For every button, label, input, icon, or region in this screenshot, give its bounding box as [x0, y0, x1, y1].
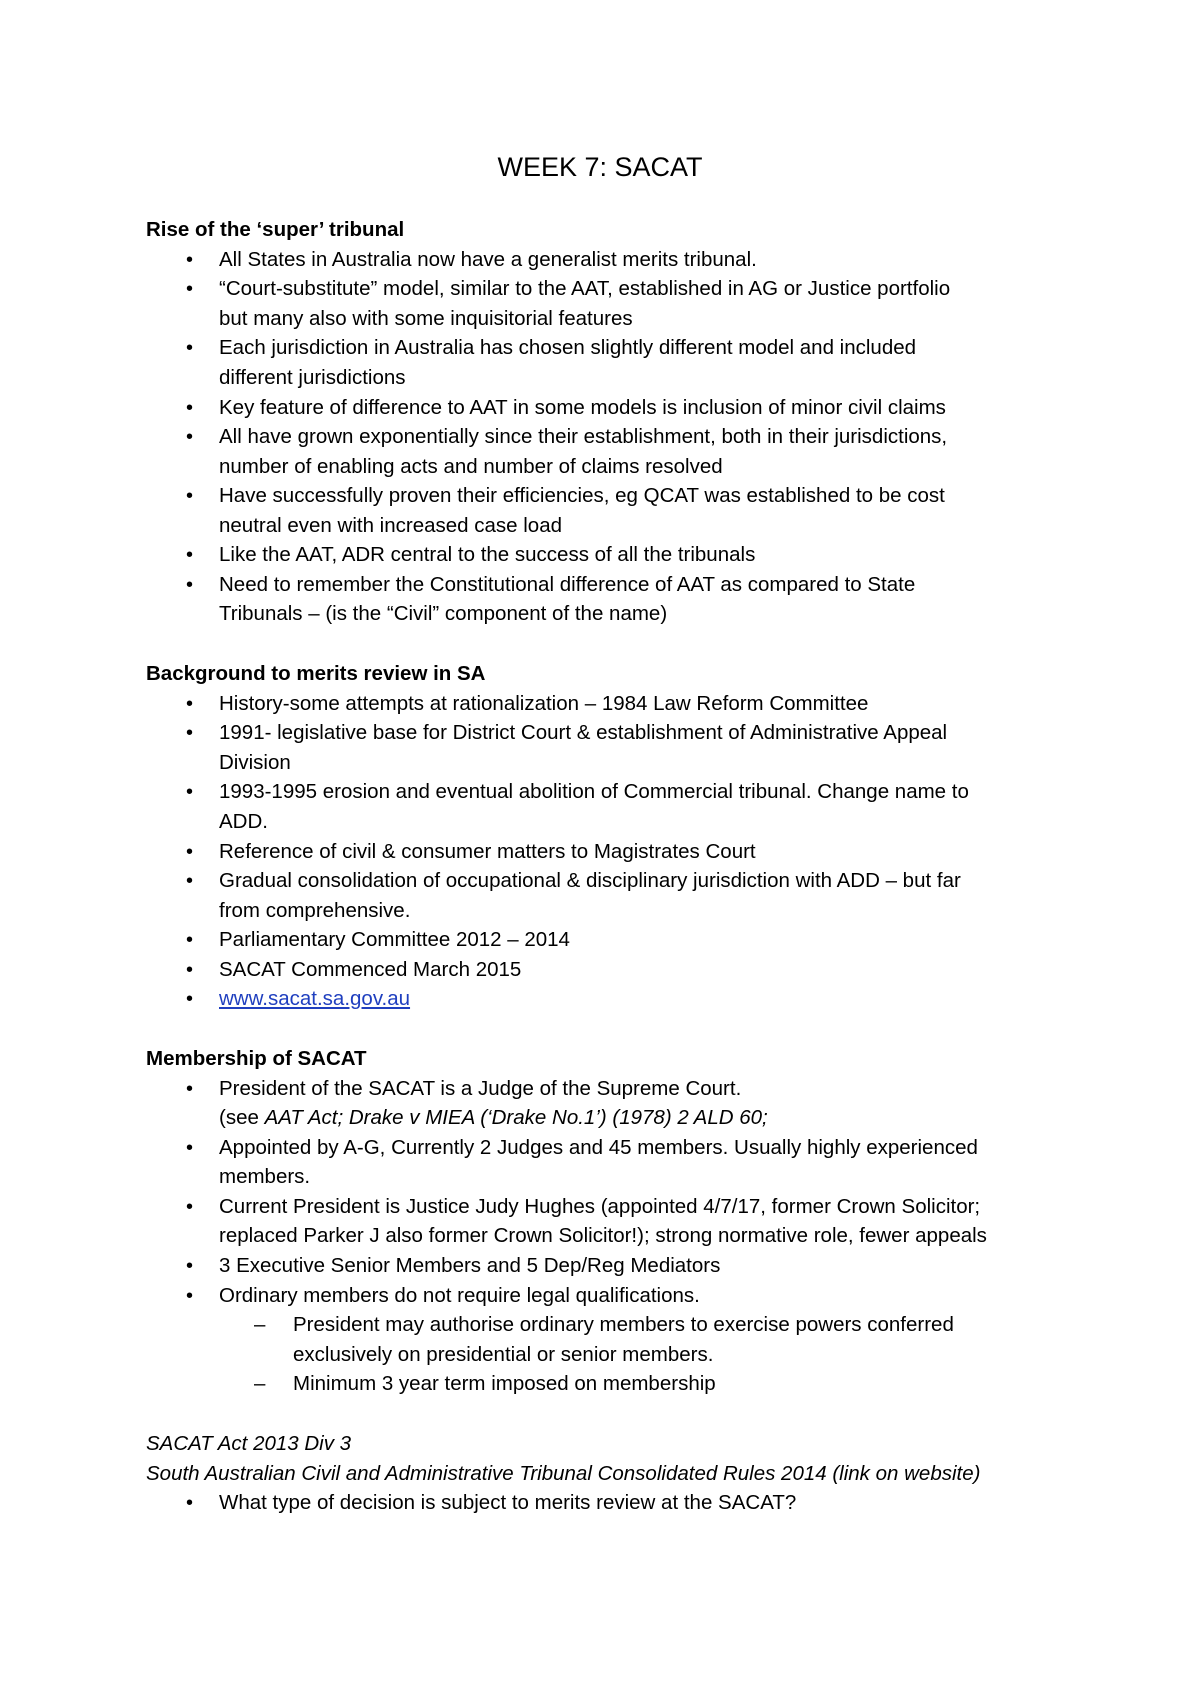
list-item-continuation: neutral even with increased case load	[219, 514, 563, 537]
bullet-icon: •	[186, 988, 194, 1010]
list-item: “Court-substitute” model, similar to the AAT, established in AG or Justice portfolio	[219, 277, 951, 300]
list-item: Each jurisdiction in Australia has chosen slightly different model and included	[219, 336, 917, 359]
bullet-icon: •	[186, 574, 194, 596]
sub-list-item: Minimum 3 year term imposed on membership	[293, 1372, 716, 1395]
bullet-icon: •	[186, 781, 194, 803]
list-item-continuation: different jurisdictions	[219, 366, 406, 389]
bullet-icon: •	[186, 722, 194, 744]
sacat-website-link[interactable]: www.sacat.sa.gov.au	[219, 987, 411, 1010]
list-item: All States in Australia now have a generalist merits tribunal.	[219, 248, 757, 271]
list-item-continuation: ADD.	[219, 810, 268, 833]
bullet-icon: •	[186, 278, 194, 300]
section-heading-background: Background to merits review in SA	[146, 662, 486, 685]
bullet-icon: •	[186, 1492, 194, 1514]
bullet-icon: •	[186, 249, 194, 271]
list-item: Current President is Justice Judy Hughes (appointed 4/7/17, former Crown Solicitor;	[219, 1195, 981, 1218]
list-item: What type of decision is subject to merits review at the SACAT?	[219, 1491, 797, 1514]
bullet-icon: •	[186, 397, 194, 419]
dash-bullet-icon: –	[254, 1372, 266, 1395]
sub-list-item: President may authorise ordinary members to exercise powers conferred	[293, 1313, 954, 1336]
bullet-icon: •	[186, 337, 194, 359]
bullet-icon: •	[186, 1137, 194, 1159]
list-item: Reference of civil & consumer matters to Magistrates Court	[219, 840, 756, 863]
list-item: Like the AAT, ADR central to the success of all the tribunals	[219, 543, 756, 566]
bullet-icon: •	[186, 870, 194, 892]
reference-act: SACAT Act 2013 Div 3	[146, 1432, 352, 1455]
bullet-icon: •	[186, 1196, 194, 1218]
bullet-icon: •	[186, 929, 194, 951]
sub-list-item-continuation: exclusively on presidential or senior members.	[293, 1343, 714, 1366]
citation-prefix: (see	[219, 1106, 265, 1129]
bullet-icon: •	[186, 1255, 194, 1277]
list-item: President of the SACAT is a Judge of the Supreme Court.	[219, 1077, 742, 1100]
list-item-continuation: number of enabling acts and number of claims resolved	[219, 455, 723, 478]
list-item: SACAT Commenced March 2015	[219, 958, 522, 981]
list-item-continuation	[219, 1104, 768, 1132]
list-item: History-some attempts at rationalization – 1984 Law Reform Committee	[219, 692, 869, 715]
section-heading-membership: Membership of SACAT	[146, 1047, 367, 1070]
list-item: Have successfully proven their efficiencies, eg QCAT was established to be cost	[219, 484, 945, 507]
list-item-continuation: Tribunals – (is the “Civil” component of the name)	[219, 602, 668, 625]
list-item-continuation: members.	[219, 1165, 311, 1188]
bullet-icon: •	[186, 841, 194, 863]
list-item: Need to remember the Constitutional difference of AAT as compared to State	[219, 573, 916, 596]
bullet-icon: •	[186, 1285, 194, 1307]
list-item: Appointed by A-G, Currently 2 Judges and 45 members. Usually highly experienced	[219, 1136, 978, 1159]
bullet-icon: •	[186, 544, 194, 566]
list-item: 3 Executive Senior Members and 5 Dep/Reg Mediators	[219, 1254, 721, 1277]
list-item: 1991- legislative base for District Court & establishment of Administrative Appeal	[219, 721, 948, 744]
list-item: All have grown exponentially since their establishment, both in their jurisdictions,	[219, 425, 948, 448]
list-item: Key feature of difference to AAT in some models is inclusion of minor civil claims	[219, 396, 946, 419]
list-item-continuation: Division	[219, 751, 291, 774]
list-item-continuation: replaced Parker J also former Crown Solicitor!); strong normative role, fewer appeals	[219, 1224, 987, 1247]
reference-rules: South Australian Civil and Administrative Tribunal Consolidated Rules 2014 (link on website)	[146, 1462, 981, 1485]
list-item: 1993-1995 erosion and eventual abolition of Commercial tribunal. Change name to	[219, 780, 969, 803]
page-title: WEEK 7: SACAT	[497, 152, 703, 182]
section-heading-rise: Rise of the ‘super’ tribunal	[146, 218, 405, 241]
list-item-continuation: from comprehensive.	[219, 899, 411, 922]
list-item: Ordinary members do not require legal qualifications.	[219, 1284, 700, 1307]
citation: AAT Act; Drake v MIEA (‘Drake No.1’) (1978) 2 ALD 60;	[264, 1106, 768, 1129]
list-item: Gradual consolidation of occupational & disciplinary jurisdiction with ADD – but far	[219, 869, 961, 892]
list-item-continuation: but many also with some inquisitorial features	[219, 307, 633, 330]
bullet-icon: •	[186, 959, 194, 981]
list-item: Parliamentary Committee 2012 – 2014	[219, 928, 570, 951]
dash-bullet-icon: –	[254, 1313, 266, 1336]
bullet-icon: •	[186, 485, 194, 507]
bullet-icon: •	[186, 693, 194, 715]
bullet-icon: •	[186, 1078, 194, 1100]
bullet-icon: •	[186, 426, 194, 448]
